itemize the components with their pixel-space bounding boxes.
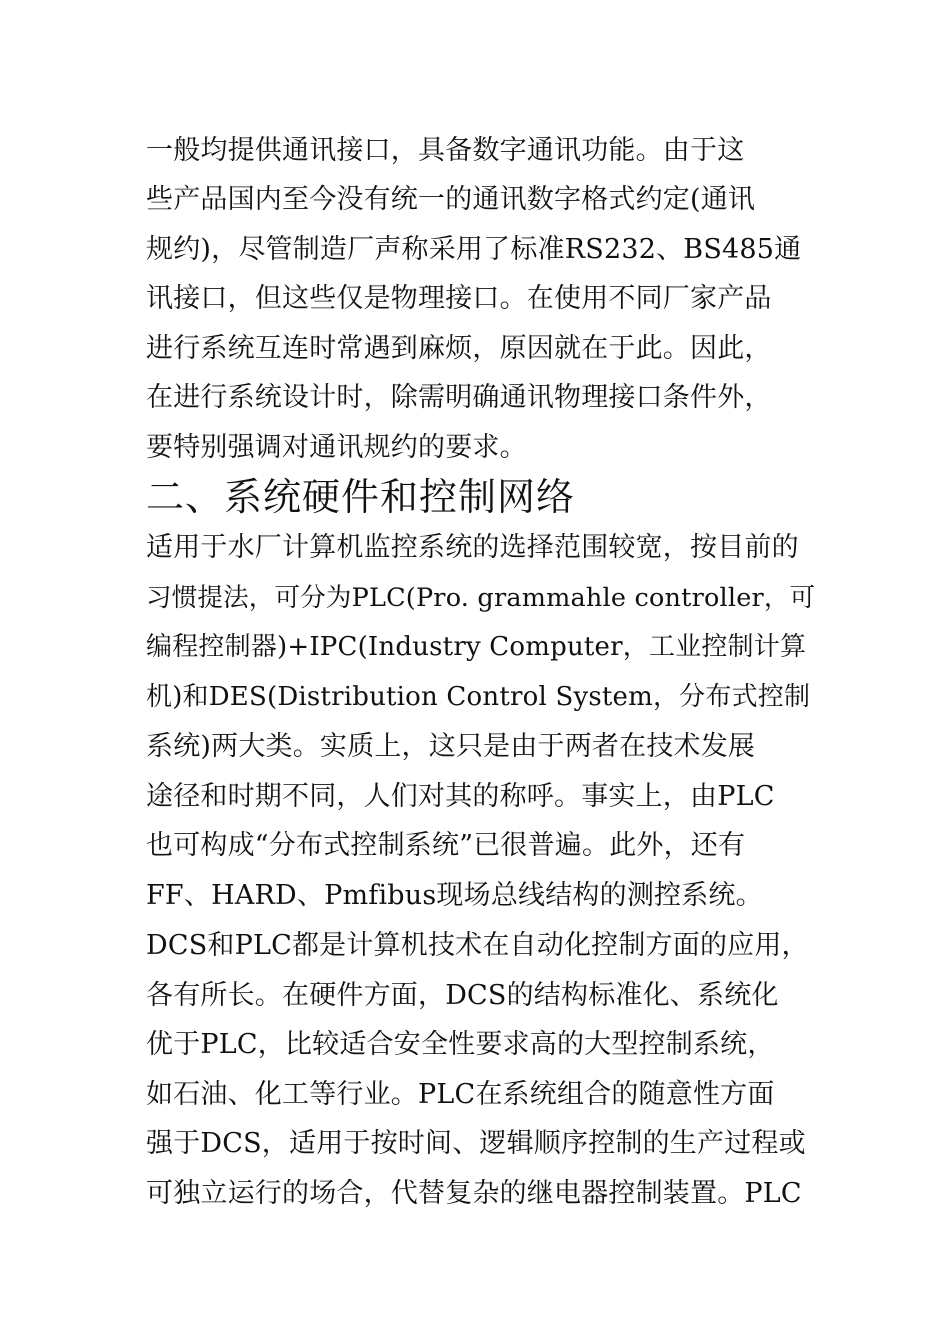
paragraph-3-line-1: DCS和PLC都是计算机技术在自动化控制方面的应用， bbox=[146, 930, 809, 961]
paragraph-2-line-2: 习惯提法，可分为PLC(Pro. grammahle controller，可 bbox=[146, 583, 816, 613]
paragraph-1-line-7: 要特别强调对通讯规约的要求。 bbox=[146, 432, 527, 463]
paragraph-2-line-1: 适用于水厂计算机监控系统的选择范围较宽，按目前的 bbox=[146, 532, 799, 563]
paragraph-2-line-8: FF、HARD、Pmfibus现场总线结构的测控系统。 bbox=[146, 880, 763, 911]
paragraph-2-line-5: 系统)两大类。实质上，这只是由于两者在技术发展 bbox=[146, 731, 756, 762]
paragraph-2-line-6: 途径和时期不同，人们对其的称呼。事实上，由PLC bbox=[146, 781, 775, 812]
paragraph-2-line-3: 编程控制器)+IPC(Industry Computer，工业控制计算 bbox=[146, 632, 807, 662]
paragraph-2-line-4: 机)和DES(Distribution Control System，分布式控制 bbox=[146, 682, 811, 712]
paragraph-1-line-5: 进行系统互连时常遇到麻烦，原因就在于此。因此， bbox=[146, 333, 772, 364]
section-heading: 二、系统硬件和控制网络 bbox=[146, 475, 576, 519]
paragraph-3-line-2: 各有所长。在硬件方面，DCS的结构标准化、系统化 bbox=[146, 980, 779, 1011]
paragraph-3-line-4: 如石油、化工等行业。PLC在系统组合的随意性方面 bbox=[146, 1079, 775, 1110]
paragraph-2-line-7: 也可构成“分布式控制系统”已很普遍。此外，还有 bbox=[146, 830, 746, 861]
paragraph-3-line-6: 可独立运行的场合，代替复杂的继电器控制装置。PLC bbox=[146, 1178, 802, 1209]
paragraph-3-line-5: 强于DCS，适用于按时间、逻辑顺序控制的生产过程或 bbox=[146, 1128, 806, 1159]
paragraph-1-line-3: 规约)，尽管制造厂声称采用了标准RS232、BS485通 bbox=[146, 234, 802, 265]
paragraph-1-line-4: 讯接口，但这些仅是物理接口。在使用不同厂家产品 bbox=[146, 283, 772, 314]
paragraph-1-line-6: 在进行系统设计时，除需明确通讯物理接口条件外， bbox=[146, 382, 772, 413]
paragraph-1-line-1: 一般均提供通讯接口，具备数字通讯功能。由于这 bbox=[146, 135, 745, 166]
paragraph-1-line-2: 些产品国内至今没有统一的通讯数字格式约定(通讯 bbox=[146, 184, 756, 215]
paragraph-3-line-3: 优于PLC，比较适合安全性要求高的大型控制系统， bbox=[146, 1029, 775, 1060]
